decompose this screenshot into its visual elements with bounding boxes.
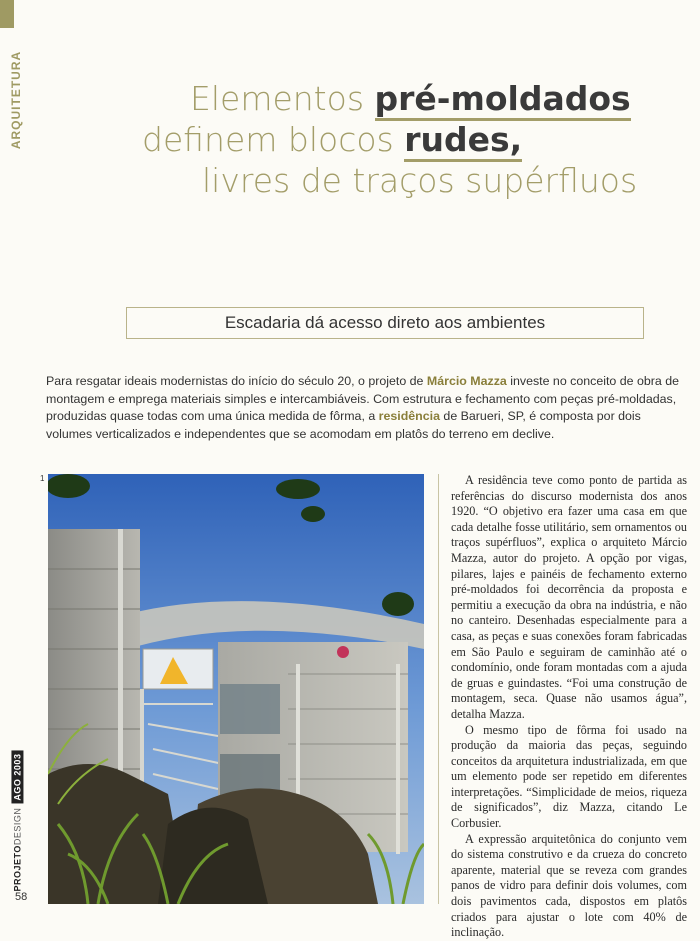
page-number: 58 bbox=[15, 891, 28, 903]
headline-emphasis-2: rudes, bbox=[404, 120, 522, 162]
residence-keyword: residência bbox=[378, 409, 440, 423]
body-column bbox=[451, 473, 687, 941]
corner-color-tab bbox=[0, 0, 14, 28]
section-label: ARQUITETURA bbox=[9, 50, 24, 150]
figure-number: 1 bbox=[40, 474, 45, 483]
column-divider bbox=[438, 474, 439, 904]
architect-name: Márcio Mazza bbox=[426, 374, 507, 388]
headline-line-1: Elementos pré-moldados bbox=[120, 78, 660, 119]
issue-date: AGO 2003 bbox=[11, 751, 23, 804]
headline bbox=[120, 78, 660, 201]
subtitle-text: Escadaria dá acesso direto aos ambientes bbox=[224, 313, 546, 332]
house-photo bbox=[48, 474, 424, 904]
magazine-brand: PROJETODESIGN bbox=[12, 807, 22, 892]
body-paragraph-2: O mesmo tipo de fôrma foi usado na produção da maioria das peças, seguindo conceitos da arquitetura industrializada, em que um elemento pode ser repetido em diferentes interpretações. “Simplicidade de meios, riqueza de significados”, diz Mazza, citando Le Corbusier. bbox=[451, 722, 687, 831]
house-photo-illustration bbox=[48, 474, 424, 904]
body-paragraph-1: A residência teve como ponto de partida as referências do discurso modernista dos anos 1920. “O objetivo era fazer uma casa em que cada detalhe fosse utilitário, sem ornamentos ou traços supérfluos”, explica o arquiteto Márcio Mazza, autor do projeto. A opção por vigas, pilares, lajes e painéis de fechamento externo pré-moldados foi decorrência da proposta e permitiu a execução da obra na indústria, e não no canteiro. Desenhadas especialmente para a casa, as peças e suas conexões foram fabricadas em São Paulo e seguiram de caminhão até o condomínio, onde foram montadas com a ajuda de gruas e guindastes. “Foi uma construção de montagem, seca. Quase não usamos água”, detalha Mazza. bbox=[451, 473, 687, 721]
headline-emphasis-1: pré-moldados bbox=[375, 79, 631, 121]
subtitle-box bbox=[126, 307, 644, 339]
headline-line-2: definem blocos rudes, bbox=[120, 119, 660, 160]
headline-line-3: livres de traços supérfluos bbox=[202, 161, 638, 200]
intro-paragraph: Para resgatar ideais modernistas do início do século 20, o projeto de Márcio Mazza investe no conceito de obra de montagem e emprega materiais simples e intercambiáveis. Com estrutura e fechamento com peças pré-moldadas, produzidas quase todas com uma única medida de fôrma, a residência de Barueri, SP, é composta por dois volumes verticalizados e independentes que se acomodam em platôs do terreno em declive. bbox=[46, 374, 679, 441]
body-paragraph-3: A expressão arquitetônica do conjunto vem do sistema construtivo e da crueza do concreto aparente, material que se reveza com grandes panos de vidro para definir dois volumes, com dois pavimentos cada, dispostos em platôs criados para ajustar o lote com 40% de inclinação. bbox=[451, 831, 687, 940]
magazine-footer bbox=[4, 753, 30, 892]
